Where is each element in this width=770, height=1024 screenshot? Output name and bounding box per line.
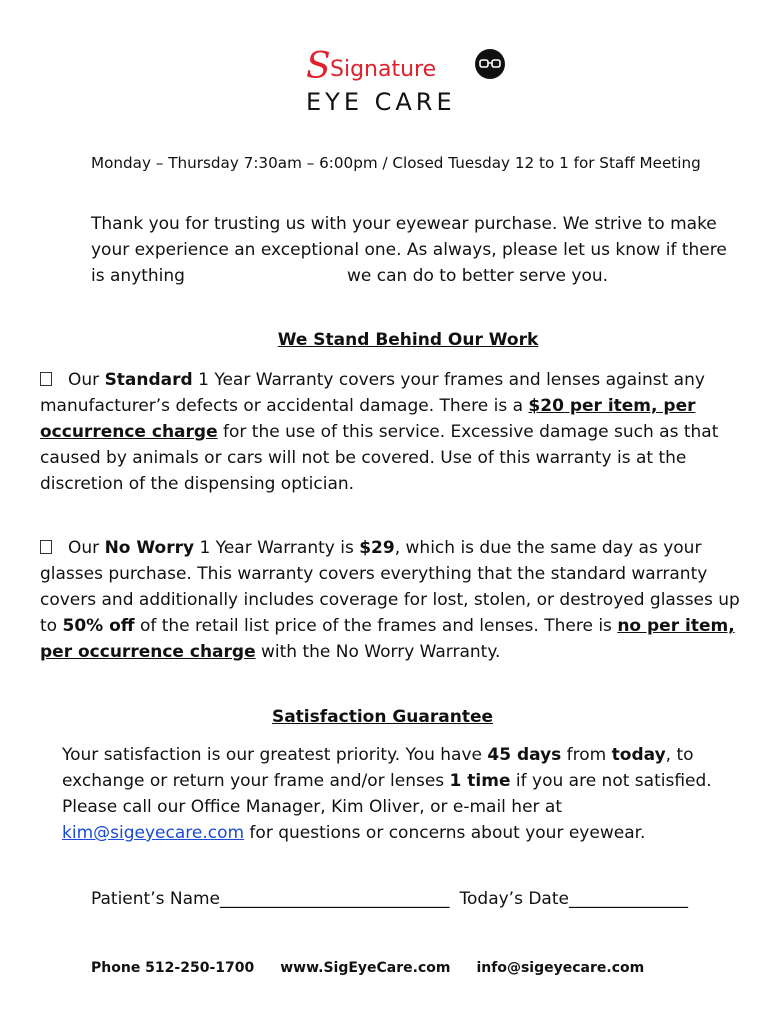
noworry-no-charge: no per item, per occurrence charge — [40, 616, 735, 662]
noworry-text-5: with the No Worry Warranty. — [255, 642, 501, 662]
no-worry-warranty-paragraph — [40, 535, 740, 665]
intro-text-2: we can do to better serve you. — [346, 266, 609, 286]
noworry-text-4: of the retail list price of the frames and lenses. There is — [134, 616, 618, 636]
noworry-price: $29 — [359, 538, 395, 558]
noworry-text-3: , which is due the same day as your glasses purchase. This warranty covers everything that the standard warranty covers and additionally includes coverage for lost, stolen, or destroyed glasses up to — [40, 538, 740, 636]
sat-time: 1 time — [449, 771, 511, 791]
intro-text-1: Thank you for trusting us with your eyewear purchase. We strive to make your experience an exceptional one. As always, please let us know if there is anything — [91, 214, 727, 286]
standard-text-1: Our — [68, 370, 105, 390]
satisfaction-heading: Satisfaction Guarantee — [271, 707, 494, 727]
standard-text-2: 1 Year Warranty covers your frames and lenses against any manufacturer’s defects or accidental damage. There is a — [40, 370, 705, 416]
checkbox-bullet-icon — [40, 372, 52, 386]
sat-text-5: for questions or concerns about your eyewear. — [244, 823, 646, 843]
today-date-field[interactable]: ______________ — [568, 889, 688, 909]
standard-label: Standard — [104, 370, 193, 390]
sat-text-4: if you are not satisfied. Please call our Office Manager, Kim Oliver, or e-mail her at — [62, 771, 712, 817]
footer-contact — [91, 958, 731, 978]
footer-phone: Phone 512-250-1700 — [91, 960, 255, 976]
noworry-label: No Worry — [104, 538, 195, 558]
intro-paragraph — [91, 211, 741, 289]
standard-text-3: for the use of this service. Excessive damage such as that caused by animals or cars will not be covered. Use of this warranty is at the discretion of the dispensing optician. — [40, 422, 719, 494]
sat-text-1: Your satisfaction is our greatest priority. You have — [62, 745, 488, 765]
sat-text-3: , to exchange or return your frame and/or lenses — [62, 745, 694, 791]
patient-name-field[interactable]: ___________________________ — [220, 889, 450, 909]
patient-signature-block — [91, 886, 741, 912]
footer-website[interactable]: www.SigEyeCare.com — [280, 960, 451, 976]
standard-charge: $20 per item, per occurrence charge — [40, 396, 696, 442]
noworry-discount: 50% off — [62, 616, 135, 636]
satisfaction-paragraph — [62, 742, 742, 846]
checkbox-bullet-icon — [40, 540, 52, 554]
noworry-text-1: Our — [68, 538, 105, 558]
logo-script-text: Signature — [330, 57, 437, 82]
footer-email[interactable]: info@sigeyecare.com — [476, 960, 645, 976]
logo-script-S: S — [306, 46, 331, 87]
patient-name-label: Patient’s Name — [91, 889, 221, 909]
signature-eye-care-logo — [300, 40, 515, 115]
standard-warranty-paragraph — [40, 367, 740, 497]
manager-email-link[interactable]: kim@sigeyecare.com — [62, 823, 245, 843]
noworry-text-2: 1 Year Warranty is — [194, 538, 360, 558]
today-date-label: Today’s Date — [459, 889, 569, 909]
work-heading: We Stand Behind Our Work — [277, 330, 539, 350]
sat-text-2: from — [561, 745, 612, 765]
logo-graphic — [300, 40, 515, 115]
sat-today: today — [611, 745, 666, 765]
glasses-icon — [475, 49, 505, 79]
sat-days: 45 days — [487, 745, 562, 765]
logo-sub-text: EYE CARE — [306, 88, 456, 115]
office-hours: Monday – Thursday 7:30am – 6:00pm / Closed Tuesday 12 to 1 for Staff Meeting — [91, 154, 701, 172]
